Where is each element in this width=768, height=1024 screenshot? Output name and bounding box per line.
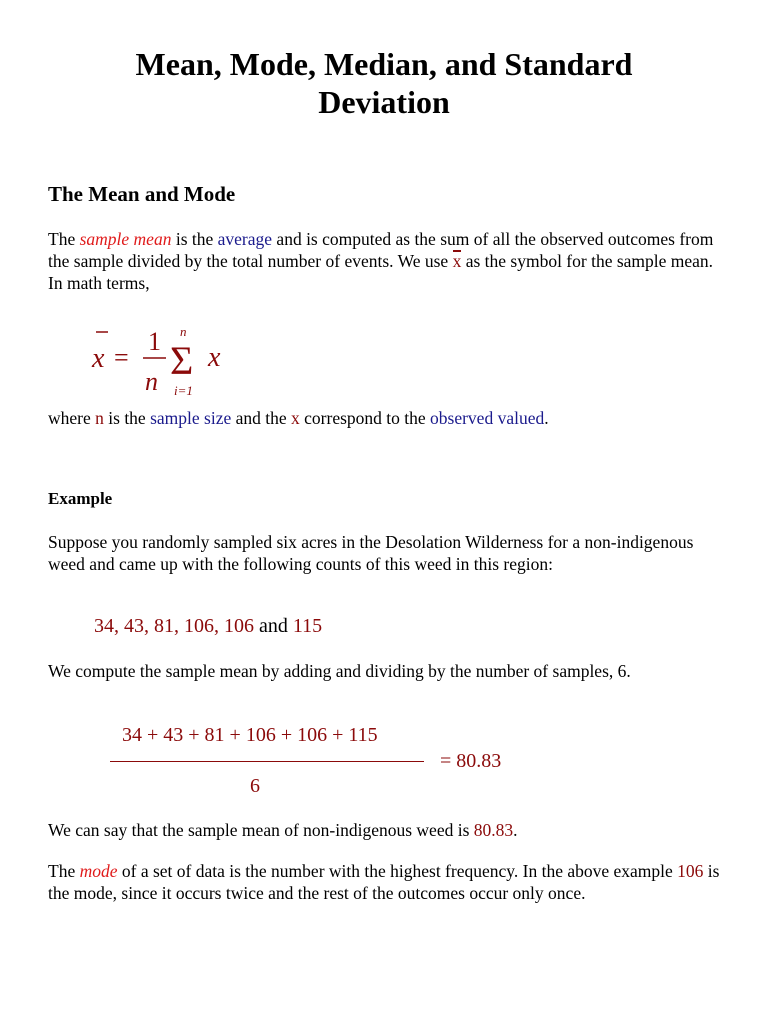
example-heading: Example bbox=[48, 489, 113, 508]
symbol-n: n bbox=[95, 408, 104, 428]
title-line-1: Mean, Mode, Median, and Standard bbox=[135, 46, 633, 82]
text: is the mode, since it occurs twice and the rest of the outcomes occur only once. bbox=[48, 861, 720, 903]
formula-sum-upper: n bbox=[180, 324, 187, 339]
formula-denominator: n bbox=[145, 367, 158, 396]
value-mean: 80.83 bbox=[473, 820, 514, 840]
data-values-list: 34, 43, 81, 106, 106 bbox=[94, 615, 254, 637]
page-title bbox=[0, 45, 768, 121]
text: The bbox=[48, 861, 80, 881]
text: The bbox=[48, 229, 80, 249]
text: and is computed as the sum of all the observed outcomes from the sample divided by the total number of events. We use bbox=[48, 229, 714, 271]
text: of a set of data is the number with the highest frequency. In the above example bbox=[117, 861, 678, 881]
text: is the bbox=[171, 229, 218, 249]
title-line-2: Deviation bbox=[318, 84, 450, 120]
term-observed-valued: observed valued bbox=[430, 408, 545, 428]
term-sample-mean: sample mean bbox=[79, 229, 172, 249]
formula-equals: = bbox=[114, 343, 129, 372]
paragraph-mode bbox=[48, 860, 728, 904]
data-values-and: and bbox=[254, 615, 293, 637]
fraction-denominator: 6 bbox=[250, 775, 260, 797]
term-sample-size: sample size bbox=[150, 408, 232, 428]
term-average: average bbox=[217, 229, 273, 249]
paragraph-where bbox=[48, 407, 728, 429]
fraction-line bbox=[110, 761, 424, 762]
paragraph-example: Suppose you randomly sampled six acres in the Desolation Wilderness for a non-indigenous weed and came up with the following counts of this weed in this region: bbox=[48, 532, 694, 574]
formula-sigma: Σ bbox=[170, 338, 194, 383]
formula-term-x: x bbox=[208, 342, 221, 373]
symbol-x-bar: x bbox=[452, 251, 462, 271]
formula-x: x bbox=[92, 343, 105, 374]
mean-formula bbox=[88, 318, 248, 402]
text: as the symbol for the sample mean. In math terms, bbox=[48, 251, 714, 293]
formula-numerator: 1 bbox=[148, 327, 161, 356]
text: We can say that the sample mean of non-indigenous weed is bbox=[48, 820, 474, 840]
paragraph-mean-result bbox=[48, 819, 728, 841]
text: where bbox=[48, 408, 96, 428]
text: . bbox=[513, 820, 518, 840]
section-heading: The Mean and Mode bbox=[48, 182, 236, 206]
formula-sum-lower: i=1 bbox=[174, 383, 193, 398]
text: is the bbox=[103, 408, 151, 428]
paragraph-compute: We compute the sample mean by adding and dividing by the number of samples, 6. bbox=[48, 661, 631, 681]
value-mode: 106 bbox=[677, 861, 704, 881]
term-mode: mode bbox=[79, 861, 118, 881]
text: correspond to the bbox=[299, 408, 431, 428]
fraction-numerator: 34 + 43 + 81 + 106 + 106 + 115 bbox=[122, 724, 378, 746]
symbol-x: x bbox=[291, 408, 300, 428]
text: and the bbox=[231, 408, 292, 428]
data-values-last: 115 bbox=[292, 615, 323, 637]
fraction-result: = 80.83 bbox=[440, 750, 502, 772]
data-values bbox=[94, 615, 322, 638]
paragraph-mean-definition bbox=[48, 228, 728, 294]
text: . bbox=[544, 408, 549, 428]
